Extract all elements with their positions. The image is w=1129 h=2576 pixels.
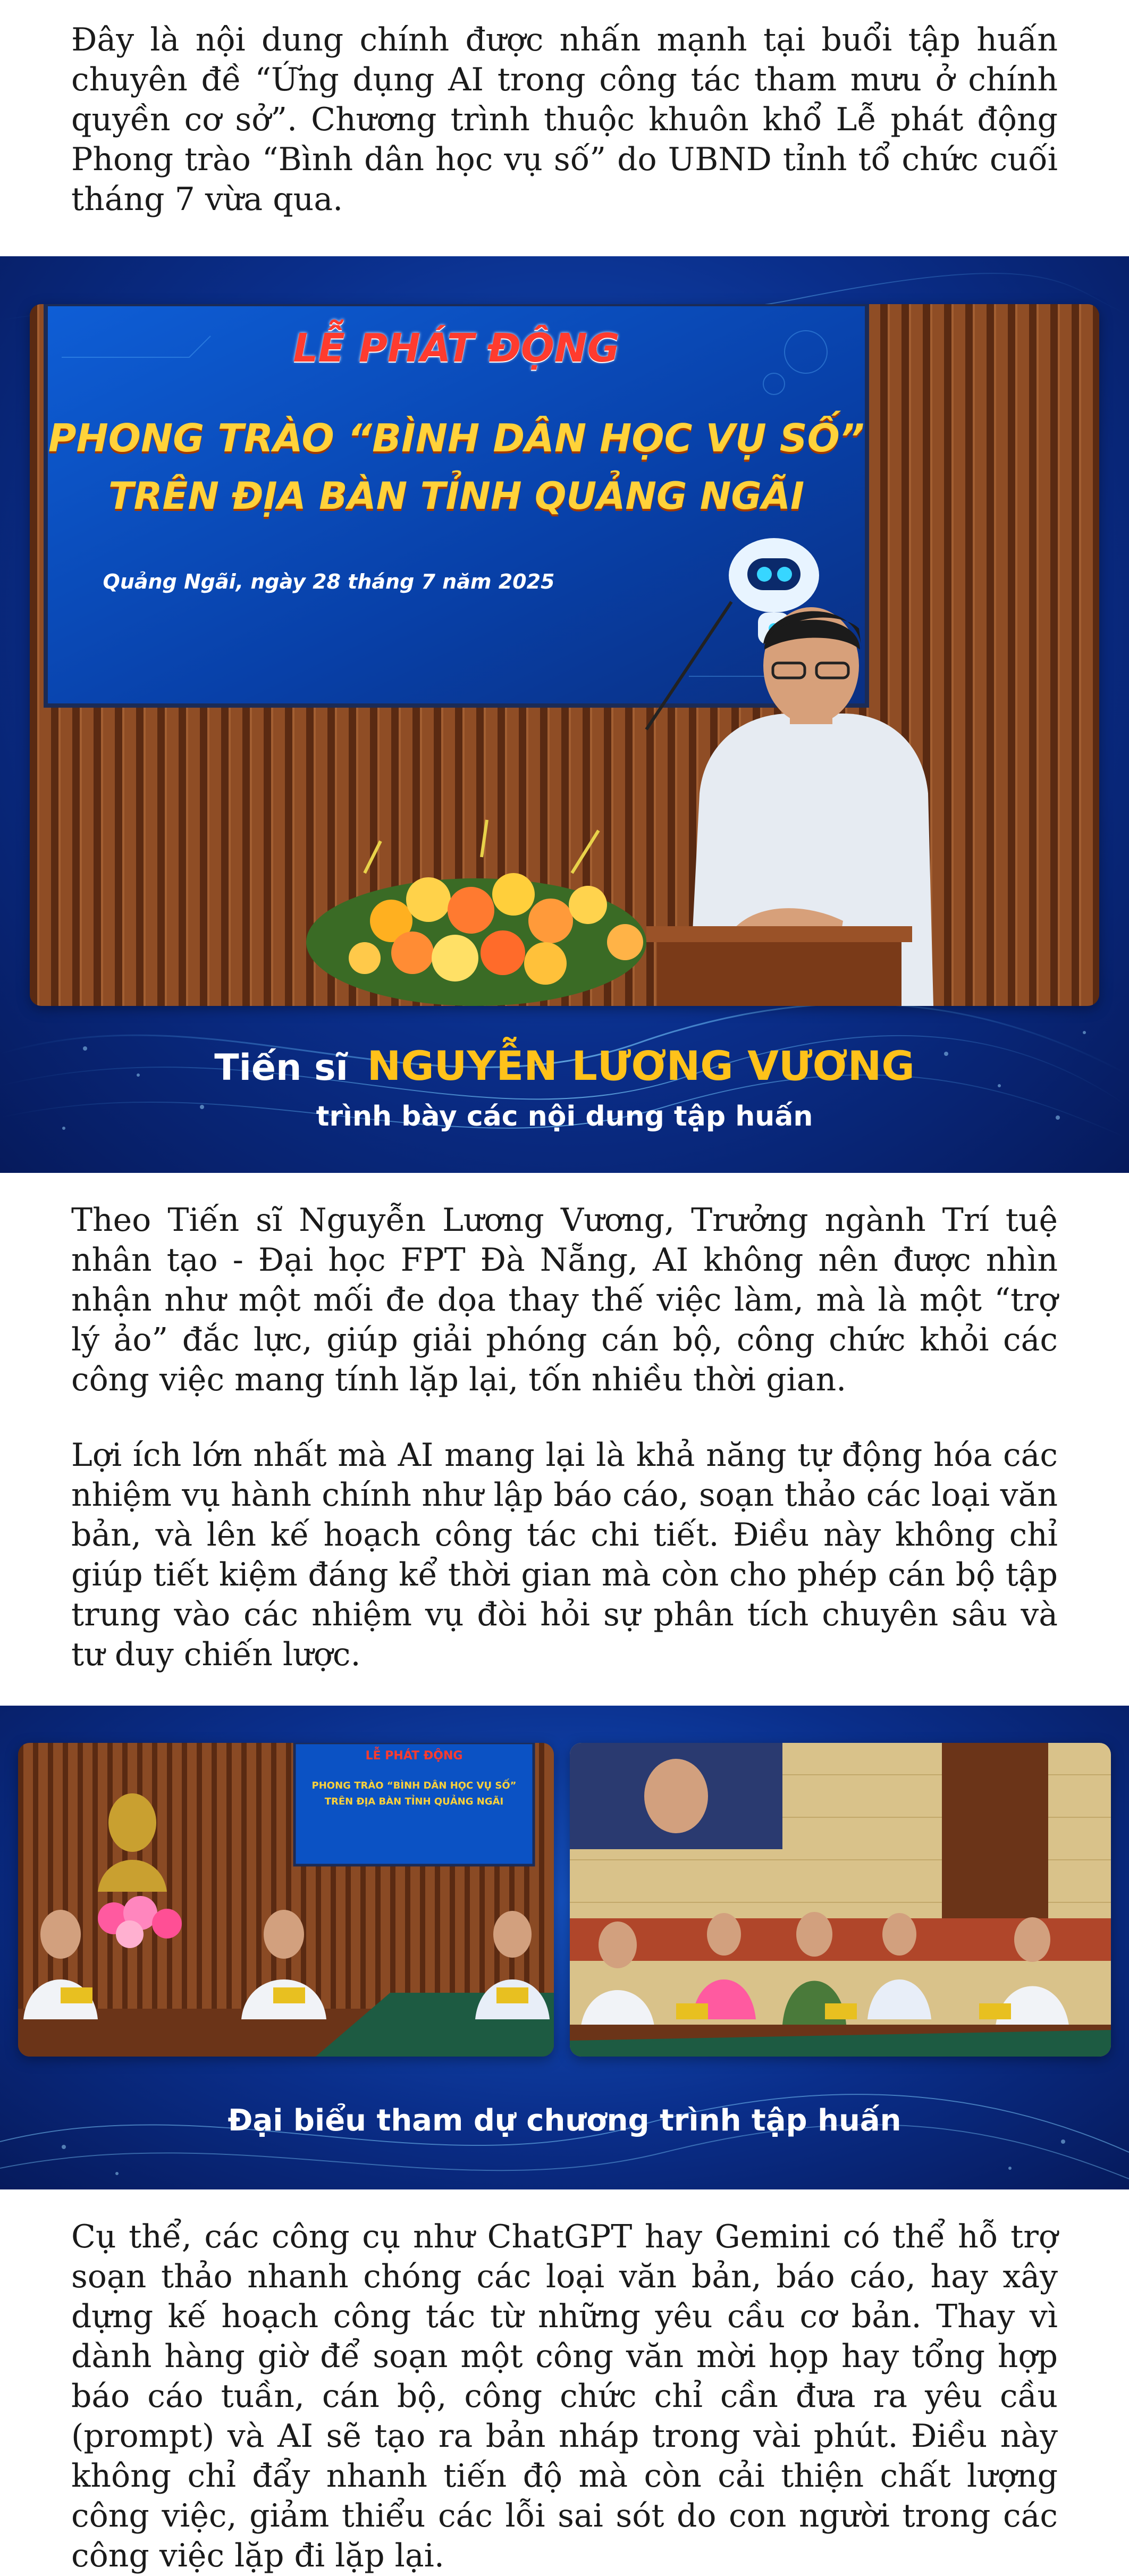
- speaker-photo: [30, 304, 1099, 1006]
- left-screen-line-1: LỄ PHÁT ĐỘNG: [365, 1749, 463, 1763]
- screen-slide: [46, 304, 867, 706]
- caption-speaker-name: NGUYỄN LƯƠNG VƯƠNG: [367, 1042, 915, 1089]
- left-screen-line-2: PHONG TRÀO “BÌNH DÂN HỌC VỤ SỐ”: [311, 1780, 517, 1791]
- attendees-photo-right: [570, 1743, 1111, 2057]
- screen-date: Quảng Ngãi, ngày 28 tháng 7 năm 2025: [103, 570, 555, 593]
- screen-title-main: PHONG TRÀO “BÌNH DÂN HỌC VỤ SỐ”: [48, 416, 865, 460]
- attendees-photo-left: [18, 1743, 554, 2057]
- attendees-caption: Đại biểu tham dự chương trình tập huấn: [228, 2103, 901, 2138]
- speaker-caption-subtitle: trình bày các nội dung tập huấn: [316, 1101, 813, 1132]
- article-paragraph-3: Lợi ích lớn nhất mà AI mang lại là khả năng tự động hóa các nhiệm vụ hành chính như lập báo cáo, soạn thảo các loại văn bản, và lên kế hoạch công tác chi tiết. Điều này không chỉ giúp tiết kiệm đáng kể thời gian mà còn cho phép cán bộ tập trung vào các nhiệm vụ đòi hỏi sự phân tích chuyên sâu và tư duy chiến lược.: [71, 1437, 1058, 1673]
- screen-title-small: LỄ PHÁT ĐỘNG: [293, 325, 620, 371]
- article-paragraph-1: Đây là nội dung chính được nhấn mạnh tại buổi tập huấn chuyên đề “Ứng dụng AI trong công tác tham mưu ở chính quyền cơ sở”. Chương trình thuộc khuôn khổ Lễ phát động Phong trào “Bình dân học vụ số” do UBND tỉnh tổ chức cuối tháng 7 vừa qua.: [71, 21, 1058, 218]
- article-paragraph-4: Cụ thể, các công cụ như ChatGPT hay Gemini có thể hỗ trợ soạn thảo nhanh chóng các loại văn bản, báo cáo, hay xây dựng kế hoạch công tác từ những yêu cầu cơ bản. Thay vì dành hàng giờ để soạn một công văn mời họp hay tổng hợp báo cáo tuần, cán bộ, công chức chỉ cần đưa ra yêu cầu (prompt) và AI sẽ tạo ra bản nháp trong vài phút. Điều này không chỉ đẩy nhanh tiến độ mà còn cải thiện chất lượng công việc, giảm thiểu các lỗi sai sót do con người trong các công việc lặp đi lặp lại.: [71, 2218, 1058, 2574]
- caption-prefix: Tiến sĩ: [214, 1047, 348, 1089]
- left-screen-line-3: TRÊN ĐỊA BÀN TỈNH QUẢNG NGÃI: [324, 1796, 504, 1807]
- left-screen-slide: [294, 1743, 534, 1865]
- screen-title-sub: TRÊN ĐỊA BÀN TỈNH QUẢNG NGÃI: [108, 474, 805, 518]
- article-paragraph-2: Theo Tiến sĩ Nguyễn Lương Vương, Trưởng ngành Trí tuệ nhân tạo - Đại học FPT Đà Nẵng, AI không nên được nhìn nhận như một mối đe dọa thay thế việc làm, mà là một “trợ lý ảo” đắc lực, giúp giải phóng cán bộ, công chức khỏi các công việc mang tính lặp lại, tốn nhiều thời gian.: [71, 1202, 1058, 1398]
- speaker-photo-banner: [0, 256, 1129, 1173]
- speaker-caption-title: [0, 1042, 1129, 1089]
- attendees-photo-banner: [0, 1706, 1129, 2189]
